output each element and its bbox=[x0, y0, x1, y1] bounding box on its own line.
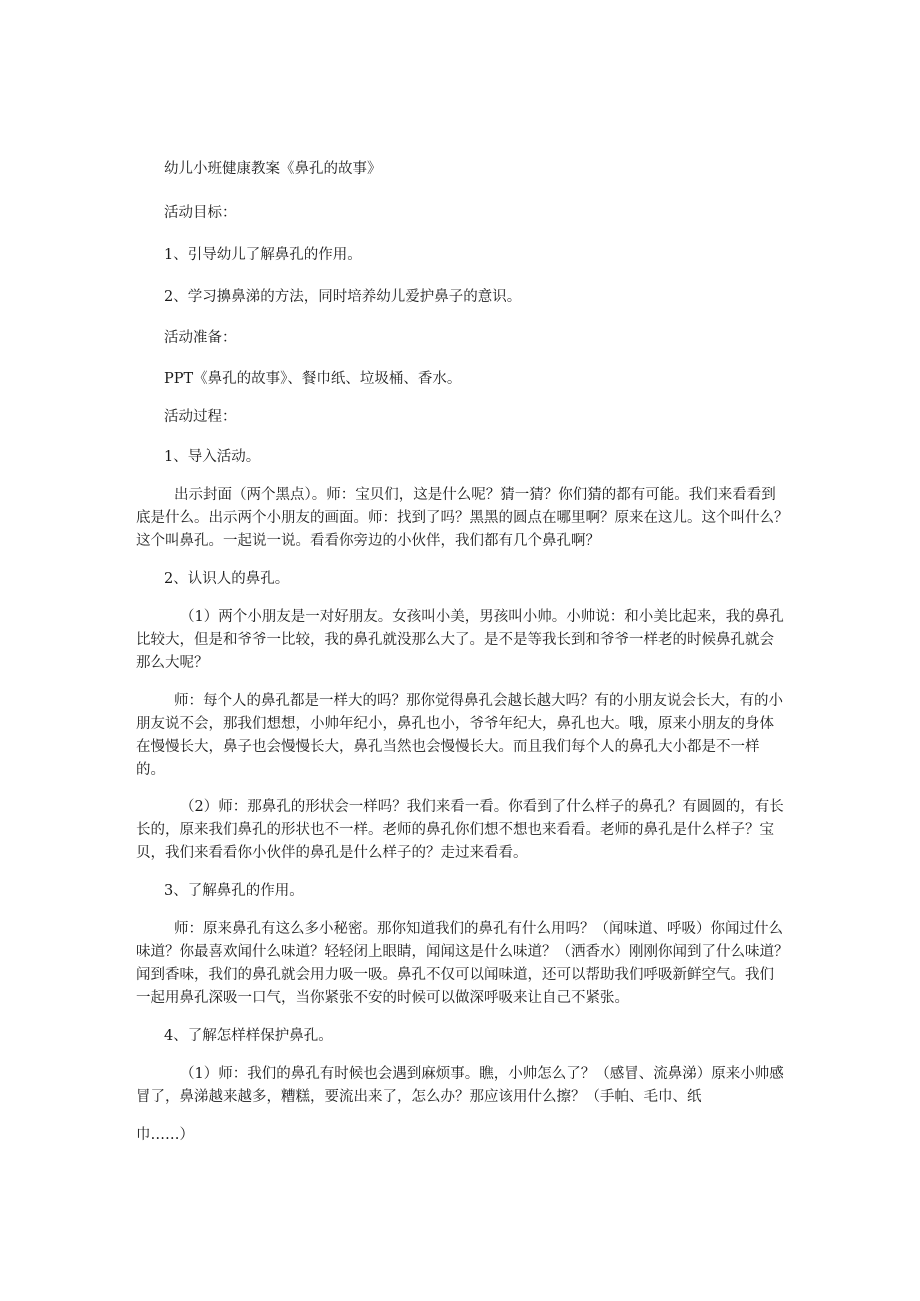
document-title: 幼儿小班健康教案《鼻孔的故事》 bbox=[164, 161, 382, 177]
paragraph-line: 味道？你最喜欢闻什么味道？轻轻闭上眼睛，闻闻这是什么味道？（洒香水）刚刚你闻到了什么味道？ bbox=[136, 944, 789, 960]
paragraph-line: 出示封面（两个黑点）。师：宝贝们，这是什么呢？猜一猜？你们猜的都有可能。我们来看看到 bbox=[174, 487, 776, 503]
paragraph-line: （1）两个小朋友是一对好朋友。女孩叫小美，男孩叫小帅。小帅说：和小美比起来，我的鼻孔 bbox=[180, 609, 784, 625]
step-4-tail: 巾……） bbox=[136, 1127, 194, 1143]
step-2-heading: 2、认识人的鼻孔。 bbox=[164, 571, 290, 587]
step-4-heading: 4、了解怎样样保护鼻孔。 bbox=[164, 1028, 333, 1044]
goals-heading: 活动目标： bbox=[164, 205, 237, 221]
step-1-heading: 1、导入活动。 bbox=[164, 449, 261, 465]
prep-text: PPT《鼻孔的故事》、餐巾纸、垃圾桶、香水。 bbox=[164, 371, 462, 387]
prep-heading: 活动准备： bbox=[164, 330, 237, 346]
paragraph-line: 冒了，鼻涕越来越多，糟糕，要流出来了，怎么办？那应该用什么擦？（手帕、毛巾、纸 bbox=[136, 1089, 702, 1105]
paragraph-line: （2）师：那鼻孔的形状会一样吗？我们来看一看。你看到了什么样子的鼻孔？有圆圆的，有长 bbox=[180, 799, 784, 815]
paragraph-line: 比较大，但是和爷爷一比较，我的鼻孔就没那么大了。是不是等我长到和爷爷一样老的时候鼻孔就会 bbox=[136, 632, 774, 648]
goal-1: 1、引导幼儿了解鼻孔的作用。 bbox=[164, 247, 362, 263]
paragraph-line: 那么大呢？ bbox=[136, 655, 209, 671]
process-heading: 活动过程： bbox=[164, 409, 237, 425]
paragraph-line: 闻到香味，我们的鼻孔就会用力吸一吸。鼻孔不仅可以闻味道，还可以帮助我们呼吸新鲜空气。我们 bbox=[136, 967, 774, 983]
paragraph-line: 这个叫鼻孔。一起说一说。看看你旁边的小伙伴，我们都有几个鼻孔啊？ bbox=[136, 533, 600, 549]
paragraph-line: 底是什么。出示两个小朋友的画面。师：找到了吗？黑黑的圆点在哪里啊？原来在这儿。这个叫什么？ bbox=[136, 510, 789, 526]
paragraph-line: （1）师：我们的鼻孔有时候也会遇到麻烦事。瞧，小帅怎么了？（感冒、流鼻涕）原来小帅感 bbox=[180, 1066, 784, 1082]
paragraph-line: 在慢慢长大，鼻子也会慢慢长大，鼻孔当然也会慢慢长大。而且我们每个人的鼻孔大小都是不一样 bbox=[136, 739, 760, 755]
paragraph-line: 长的，原来我们鼻孔的形状也不一样。老师的鼻孔你们想不想也来看看。老师的鼻孔是什么样子？宝 bbox=[136, 822, 774, 838]
paragraph-line: 师：每个人的鼻孔都是一样大的吗？那你觉得鼻孔会越长越大吗？有的小朋友说会长大，有的小 bbox=[174, 693, 783, 709]
paragraph-line: 的。 bbox=[136, 762, 165, 778]
paragraph-line: 贝，我们来看看你小伙伴的鼻孔是什么样子的？走过来看看。 bbox=[136, 845, 528, 861]
paragraph-line: 朋友说不会，那我们想想，小帅年纪小，鼻孔也小，爷爷年纪大，鼻孔也大。哦，原来小朋友的身体 bbox=[136, 716, 774, 732]
paragraph-line: 一起用鼻孔深吸一口气，当你紧张不安的时候可以做深呼吸来让自己不紧张。 bbox=[136, 990, 629, 1006]
step-3-heading: 3、了解鼻孔的作用。 bbox=[164, 883, 304, 899]
goal-2: 2、学习擤鼻涕的方法，同时培养幼儿爱护鼻子的意识。 bbox=[164, 289, 522, 305]
paragraph-line: 师：原来鼻孔有这么多小秘密。那你知道我们的鼻孔有什么用吗？（闻味道、呼吸）你闻过什么 bbox=[174, 921, 783, 937]
